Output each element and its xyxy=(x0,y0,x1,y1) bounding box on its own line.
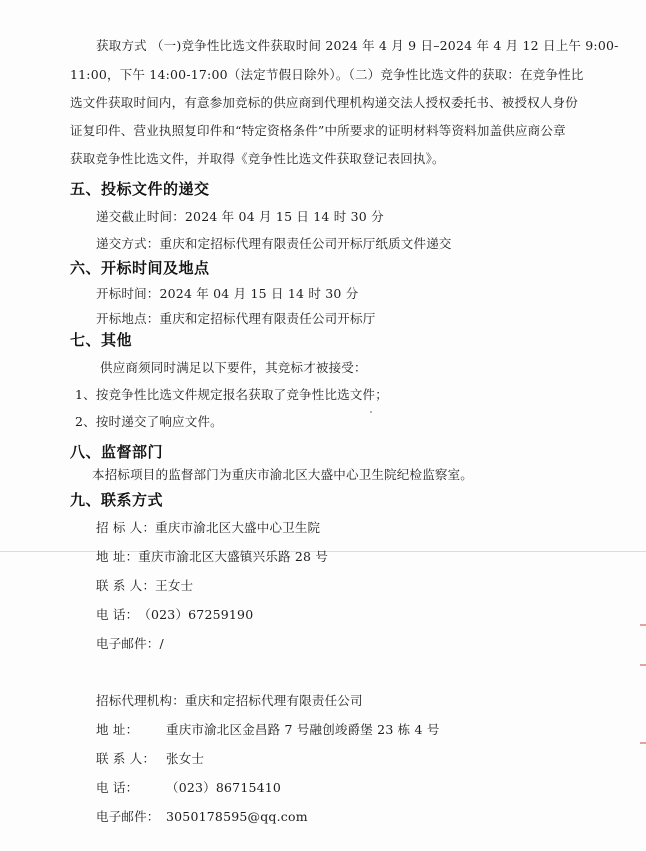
tenderer-email: / xyxy=(159,636,164,651)
agency-phone-row xyxy=(96,780,281,796)
agency-contact: 张女士 xyxy=(166,751,205,766)
tenderer-name: 重庆市渝北区大盛中心卫生院 xyxy=(155,520,321,535)
requirement-item-1: 1、按竞争性比选文件规定报名获取了竞争性比选文件； xyxy=(75,387,388,402)
paragraph-line-3: 选文件获取时间内，有意参加竞标的供应商到代理机构递交法人授权委托书、被授权人身份 xyxy=(70,95,579,110)
tenderer-address-label: 地 址： xyxy=(96,549,139,564)
agency-phone-label: 电 话： xyxy=(96,780,139,795)
agency-label: 招标代理机构： xyxy=(96,693,185,708)
agency-email-row xyxy=(96,809,308,825)
submission-method: 递交方式：重庆和定招标代理有限责任公司开标厅纸质文件递交 xyxy=(96,236,452,251)
section-7-heading: 七、其他 xyxy=(70,331,133,349)
agency-row xyxy=(96,693,363,709)
section-8-heading: 八、监督部门 xyxy=(70,443,164,461)
tenderer-phone: （023）67259190 xyxy=(138,607,254,622)
section-5-heading: 五、投标文件的递交 xyxy=(70,180,210,198)
agency-name: 重庆和定招标代理有限责任公司 xyxy=(184,693,363,708)
tenderer-address-row xyxy=(96,549,328,565)
tenderer-row xyxy=(96,520,320,536)
tenderer-email-row xyxy=(96,636,164,652)
section-6-heading: 六、开标时间及地点 xyxy=(70,259,210,277)
supervision-text: 本招标项目的监督部门为重庆市渝北区大盛中心卫生院纪检监察室。 xyxy=(92,467,474,482)
opening-time: 开标时间：2024 年 04 月 15 日 14 时 30 分 xyxy=(96,286,359,301)
paragraph-line-2: 11:00，下午 14:00-17:00（法定节假日除外）。（二）竞争性比选文件的获取：在竞争性比 xyxy=(70,67,584,82)
paragraph-line-1: 获取方式 （一)竞争性比选文件获取时间 2024 年 4 月 9 日–2024 年 4 月 12 日上午 9:00- xyxy=(96,38,619,53)
agency-address: 重庆市渝北区金昌路 7 号融创竣爵堡 23 栋 4 号 xyxy=(166,722,440,737)
requirements-intro: 供应商须同时满足以下要件，其竞标才被接受： xyxy=(100,360,367,375)
agency-email: 3050178595@qq.com xyxy=(166,809,308,824)
section-9-heading: 九、联系方式 xyxy=(70,491,164,509)
tenderer-phone-row xyxy=(96,607,253,623)
agency-contact-row xyxy=(96,751,204,767)
paragraph-line-5: 获取竞争性比选文件，并取得《竞争性比选文件获取登记表回执》。 xyxy=(70,151,445,166)
submission-deadline: 递交截止时间：2024 年 04 月 15 日 14 时 30 分 xyxy=(96,209,384,224)
paragraph-line-4: 证复印件、营业执照复印件和“特定资格条件”中所要求的证明材料等资料加盖供应商公章 xyxy=(70,123,566,138)
scan-speck xyxy=(370,411,372,413)
edge-scan-mark xyxy=(640,742,646,744)
agency-address-row xyxy=(96,722,440,738)
tenderer-address: 重庆市渝北区大盛镇兴乐路 28 号 xyxy=(138,549,329,564)
tenderer-contact-label: 联 系 人： xyxy=(96,578,156,593)
agency-phone: （023）86715410 xyxy=(166,780,282,795)
requirement-item-2: 2、按时递交了响应文件。 xyxy=(75,414,223,429)
edge-scan-mark xyxy=(640,624,646,626)
agency-email-label: 电子邮件： xyxy=(96,809,160,824)
tenderer-contact-row xyxy=(96,578,193,594)
tenderer-contact: 王女士 xyxy=(155,578,194,593)
tenderer-email-label: 电子邮件： xyxy=(96,636,160,651)
agency-contact-label: 联 系 人： xyxy=(96,751,156,766)
agency-address-label: 地 址： xyxy=(96,722,139,737)
tenderer-label: 招 标 人： xyxy=(96,520,156,535)
tenderer-phone-label: 电 话： xyxy=(96,607,139,622)
edge-scan-mark xyxy=(640,664,646,666)
opening-place: 开标地点：重庆和定招标代理有限责任公司开标厅 xyxy=(96,311,376,326)
